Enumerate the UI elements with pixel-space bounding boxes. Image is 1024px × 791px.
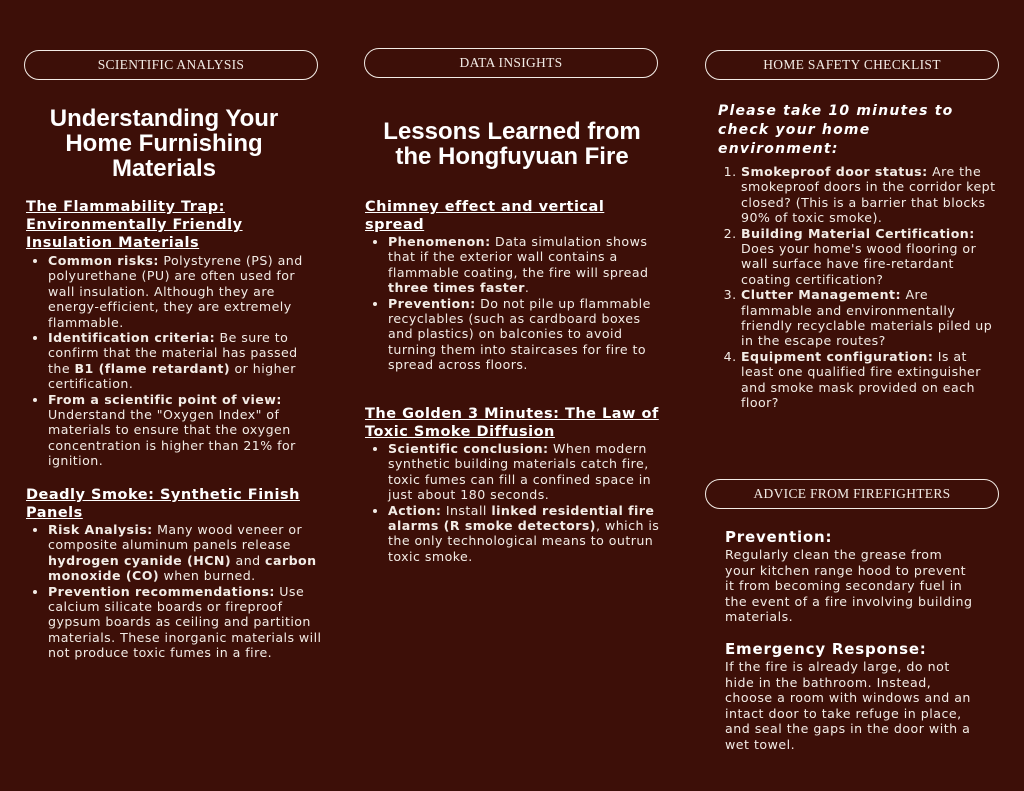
section-heading: Chimney effect and vertical spread [365,199,605,233]
section-heading: The Golden 3 Minutes: The Law of Toxic Smoke Diffusion [365,406,659,440]
bullet-list [24,253,322,469]
checklist-item: 3. Clutter Management: Are flammable and environmentally friendly recyclable materials piled up in the escape routes? [741,287,999,349]
section-pill-advice-from-firefighters [705,479,999,509]
list-item: • Scientific conclusion: When modern synthetic building materials catch fire, toxic fumes can fill a confined space in just about 180 seconds. [388,441,660,503]
column-title: Lessons Learned from the Hongfuyuan Fire [383,118,641,170]
emergency-text: If the fire is already large, do not hide in the bathroom. Instead, choose a room with windows and an intact door to take refuge in place, and seal the gaps in the door with a wet towel. [725,659,971,752]
emergency-heading: Emergency Response: [725,640,927,658]
section-heading: The Flammability Trap: Environmentally Friendly Insulation Materials [26,199,243,251]
bullet-list [24,522,322,661]
checklist-item: 2. Building Material Certification: Does your home's wood flooring or wall surface have fire-retardant coating certification? [741,226,999,288]
bullet-list [364,441,660,564]
checklist-item: 1. Smokeproof door status: Are the smokeproof doors in the corridor kept closed? (This is a barrier that blocks 90% of toxic smoke). [741,164,999,226]
section-pill-home-safety-checklist [705,50,999,80]
checklist [705,164,999,411]
prevention-heading: Prevention: [725,528,833,546]
pill-label: HOME SAFETY CHECKLIST [763,57,941,72]
list-item: • Action: Install linked residential fire alarms (R smoke detectors), which is the only technological means to outrun toxic smoke. [388,503,660,565]
list-item: • Phenomenon: Data simulation shows that if the exterior wall contains a flammable coating, the fire will spread three times faster. [388,234,660,296]
section-pill-scientific-analysis [24,50,318,80]
pill-label: ADVICE FROM FIREFIGHTERS [753,486,951,501]
list-item: • Risk Analysis: Many wood veneer or composite aluminum panels release hydrogen cyanide (HCN) and carbon monoxide (CO) when burned. [48,522,322,584]
checklist-intro: Please take 10 minutes to check your home environment: [718,103,954,157]
pill-label: SCIENTIFIC ANALYSIS [97,57,245,72]
list-item: • Common risks: Polystyrene (PS) and polyurethane (PU) are often used for wall insulation. Although they are energy-efficient, they are extremely flammable. [48,253,322,330]
list-item: • Identification criteria: Be sure to confirm that the material has passed the B1 (flame retardant) or higher certification. [48,330,322,392]
list-item: • Prevention: Do not pile up flammable recyclables (such as cardboard boxes and plastics) on balconies to avoid turning them into staircases for fire to spread across floors. [388,296,660,373]
list-item: • Prevention recommendations: Use calcium silicate boards or fireproof gypsum boards as ceiling and partition materials. These inorganic materials will not produce toxic fumes in a fire. [48,584,322,661]
list-item: • From a scientific point of view: Understand the "Oxygen Index" of materials to ensure that the oxygen concentration is higher than 21% for ignition. [48,392,322,469]
column-title: Understanding Your Home Furnishing Materials [49,105,279,182]
prevention-text: Regularly clean the grease from your kitchen range hood to prevent it from becoming secondary fuel in the event of a fire involving building materials. [725,547,973,625]
pill-label: DATA INSIGHTS [459,55,563,70]
bullet-list [364,234,660,373]
section-pill-data-insights [364,48,658,78]
checklist-item: 4. Equipment configuration: Is at least one qualified fire extinguisher and smoke mask provided on each floor? [741,349,999,411]
section-heading: Deadly Smoke: Synthetic Finish Panels [26,487,300,521]
